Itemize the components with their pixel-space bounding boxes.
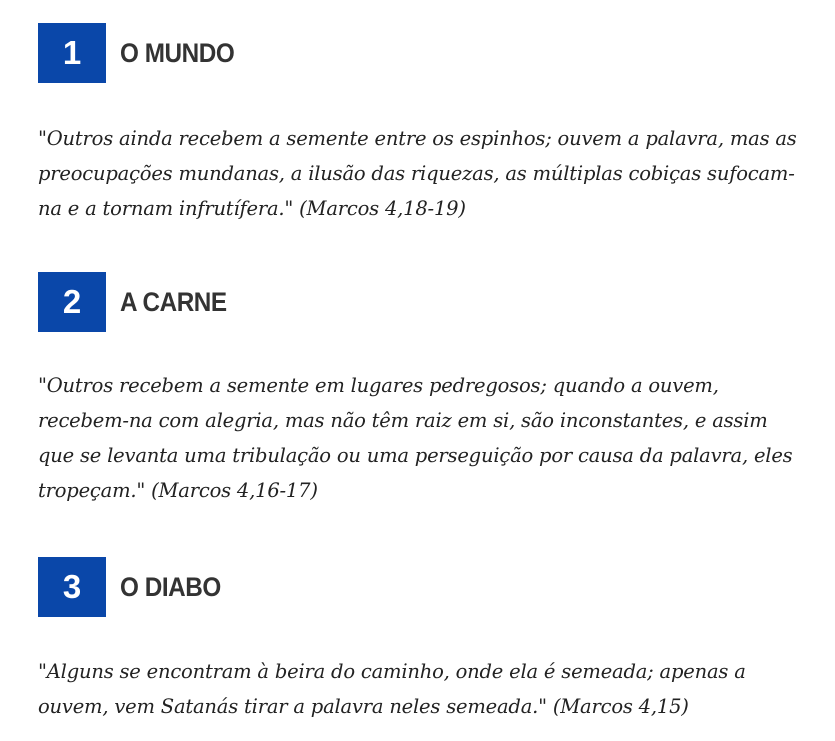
section-title: O DIABO xyxy=(120,571,221,602)
section-quote: "Alguns se encontram à beira do caminho, onde ela é semeada; apenas a ouvem, vem Satanás tirar a palavra neles semeada." (Marcos 4,15) xyxy=(38,660,746,718)
section-title: A CARNE xyxy=(120,286,227,317)
section-quote: "Outros recebem a semente em lugares pedregosos; quando a ouvem, recebem-na com alegria, mas não têm raiz em si, são inconstantes, e assim que se levanta uma tribulação ou uma perseguição por causa da palavra, eles tropeçam." (Marcos 4,16-17) xyxy=(38,374,793,502)
section-heading xyxy=(38,272,239,332)
section-number-badge: 1 xyxy=(38,23,106,83)
section-number-badge: 2 xyxy=(38,272,106,332)
section-title: O MUNDO xyxy=(120,37,235,68)
section-quote: "Outros ainda recebem a semente entre os espinhos; ouvem a palavra, mas as preocupações mundanas, a ilusão das riquezas, as múltiplas cobiças sufocam-na e a tornam infrutífera." (Marcos 4,18-19) xyxy=(38,127,797,220)
section-heading xyxy=(38,557,232,617)
section-heading xyxy=(38,23,247,83)
section-number-badge: 3 xyxy=(38,557,106,617)
